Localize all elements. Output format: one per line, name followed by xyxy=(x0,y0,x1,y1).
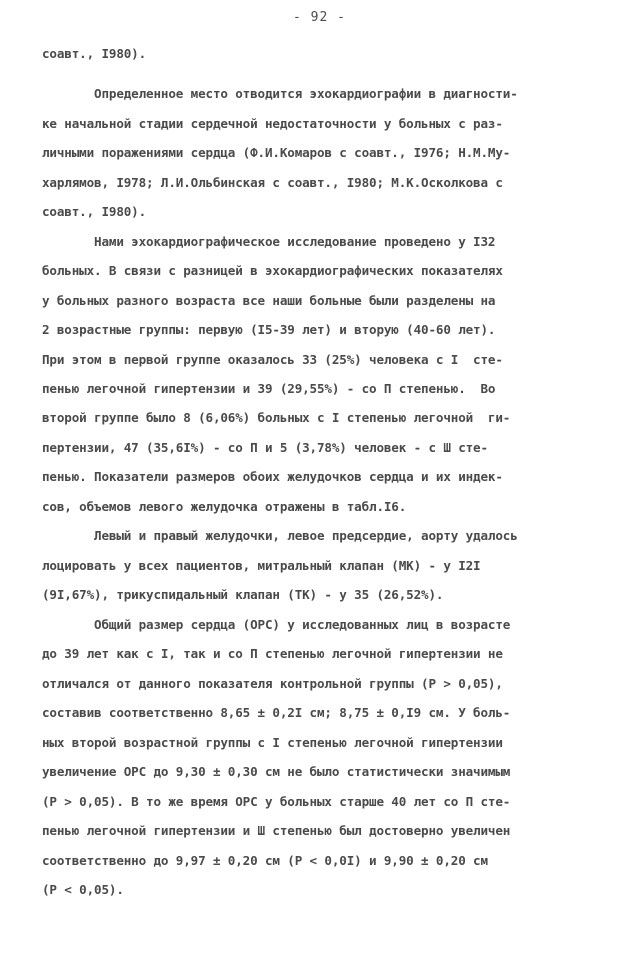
text-line: пенью легочной гипертензии и Ш степенью был достоверно увеличен xyxy=(42,823,511,838)
text-line: пертензии, 47 (35,6I%) - со П и 5 (3,78%) человек - с Ш сте- xyxy=(42,440,488,455)
text-line: соавт., I980). xyxy=(42,46,147,61)
text-line: Общий размер сердца (ОРС) у исследованных лиц в возрасте xyxy=(42,617,511,632)
text-line: соответственно до 9,97 ± 0,20 см (Р < 0,0I) и 9,90 ± 0,20 см xyxy=(42,853,488,868)
text-line: пенью легочной гипертензии и 39 (29,55%) - со П степенью. Во xyxy=(42,381,496,396)
text-line: харлямов, I978; Л.И.Ольбинская с соавт., I980; М.К.Осколкова с xyxy=(42,175,503,190)
text-line: ных второй возрастной группы с I степенью легочной гипертензии xyxy=(42,735,503,750)
text-line: сов, объемов левого желудочка отражены в табл.I6. xyxy=(42,499,407,514)
text-line: до 39 лет как с I, так и со П степенью легочной гипертензии не xyxy=(42,646,503,661)
text-line: ке начальной стадии сердечной недостаточности у больных с раз- xyxy=(42,116,503,131)
text-line: личными поражениями сердца (Ф.И.Комаров с соавт., I976; Н.М.Му- xyxy=(42,145,511,160)
text-line: увеличение ОРС до 9,30 ± 0,30 см не было статистически значимым xyxy=(42,764,511,779)
text-line: (9I,67%), трикуспидальный клапан (ТК) - у 35 (26,52%). xyxy=(42,587,444,602)
text-line: (Р < 0,05). xyxy=(42,882,124,897)
page-number: - 92 - xyxy=(293,10,346,25)
text-line: второй группе было 8 (6,06%) больных с I степенью легочной ги- xyxy=(42,410,511,425)
text-line: соавт., I980). xyxy=(42,204,147,219)
text-line: При этом в первой группе оказалось 33 (25%) человека с I сте- xyxy=(42,352,503,367)
text-line: лоцировать у всех пациентов, митральный клапан (МК) - у I2I xyxy=(42,558,481,573)
text-line: 2 возрастные группы: первую (I5-39 лет) и вторую (40-60 лет). xyxy=(42,322,496,337)
text-line: у больных разного возраста все наши больные были разделены на xyxy=(42,293,496,308)
text-line: отличался от данного показателя контрольной группы (Р > 0,05), xyxy=(42,676,503,691)
text-line: составив соответственно 8,65 ± 0,2I см; 8,75 ± 0,I9 см. У боль- xyxy=(42,705,511,720)
text-line: Определенное место отводится эхокардиографии в диагности- xyxy=(42,86,518,101)
text-line: Левый и правый желудочки, левое предсердие, аорту удалось xyxy=(42,528,518,543)
text-line: пенью. Показатели размеров обоих желудочков сердца и их индек- xyxy=(42,469,503,484)
text-line: (Р > 0,05). В то же время ОРС у больных старше 40 лет со П сте- xyxy=(42,794,511,809)
text-line: Нами эхокардиографическое исследование проведено у I32 xyxy=(42,234,496,249)
text-line: больных. В связи с разницей в эхокардиографических показателях xyxy=(42,263,503,278)
